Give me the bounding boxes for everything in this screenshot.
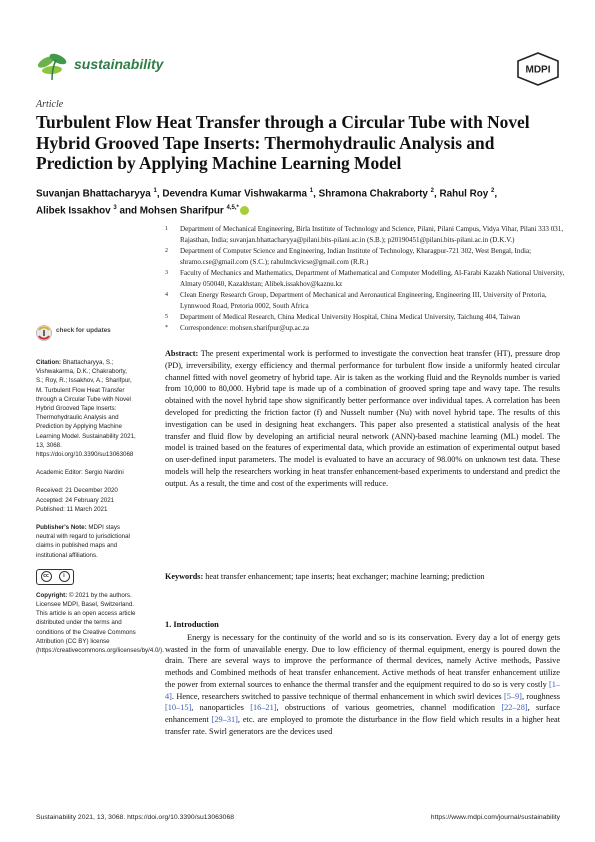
affiliation-number: 5 xyxy=(165,314,168,320)
correspondence xyxy=(165,323,565,334)
citation-block xyxy=(36,358,136,459)
affiliation-text: Department of Mechanical Engineering, Birla Institute of Technology and Science, Pilani, Pilani Campus, Vidya Vihar, Pilani 333 031, Rajasthan, India; suvanjan.bhattacharyya@pilani.bits-pilani.ac.in (S.B.); p20190451@pilani.bits-pilani.ac.in (D.K.V.) xyxy=(180,225,564,244)
author-name[interactable]: Rahul Roy xyxy=(439,188,489,200)
citation-link[interactable]: [16–21] xyxy=(250,703,277,713)
affiliation-number: 3 xyxy=(165,270,168,276)
affiliation-item xyxy=(165,268,565,290)
intro-text: . Hence, researchers switched to passive technique of thermal enhancement in which swirl devices xyxy=(171,691,504,701)
keywords-label: Keywords: xyxy=(165,572,204,581)
author-name[interactable]: Mohsen Sharifpur xyxy=(139,205,224,217)
intro-text: , roughness xyxy=(521,691,560,701)
cc-by-icon: i xyxy=(59,571,70,582)
affiliation-number: 1 xyxy=(165,226,168,232)
mdpi-logo-icon[interactable] xyxy=(516,52,560,86)
citation-link[interactable]: [10–15] xyxy=(165,703,192,713)
copyright-text: © 2021 by the authors. Licensee MDPI, Basel, Switzerland. This article is an open access article distributed under the terms and conditions of the Creative Commons Attribution (CC BY) license (https://creativecommons.org/licenses/by/4.0/). xyxy=(36,591,164,655)
accepted-date: Accepted: 24 February 2021 xyxy=(36,496,115,504)
keywords xyxy=(165,571,560,582)
author-affiliation-mark: 1 xyxy=(153,188,157,194)
footer-citation[interactable]: Sustainability 2021, 13, 3068. https://doi.org/10.3390/su13063068 xyxy=(36,814,235,821)
citation-link[interactable]: [22–28] xyxy=(501,703,528,713)
journal-leaf-logo-icon xyxy=(36,50,70,82)
author-name[interactable]: Alibek Issakhov xyxy=(36,205,111,217)
affiliation-number: * xyxy=(165,325,168,331)
check-for-updates-button[interactable] xyxy=(36,325,136,347)
author-affiliation-mark: 4,5,* xyxy=(226,205,239,212)
citation-link[interactable]: [1–4] xyxy=(165,679,560,701)
intro-text: , etc. are employed to promote the disturbance in the flow field which results in a higher heat transfer rate. Swirl generators are the devices used xyxy=(165,714,560,736)
footer-journal-url[interactable]: https://www.mdpi.com/journal/sustainability xyxy=(430,814,560,821)
cc-icon: cc xyxy=(41,571,52,582)
affiliation-item xyxy=(165,224,565,246)
publisher-note xyxy=(36,523,136,560)
affiliation-number: 4 xyxy=(165,292,168,298)
academic-editor: Academic Editor: Sergio Nardini xyxy=(36,469,124,477)
orcid-icon[interactable] xyxy=(240,206,249,215)
affiliation-number: 2 xyxy=(165,248,168,254)
citation-label: Citation: xyxy=(36,359,62,366)
author-list: Suvanjan Bhattacharyya $^1$, Devendra Kumar Vishwakarma $^1$, Shramona Chakraborty $^2$, Rahul Roy $^2$, Alibek Issakhov $^3$ and Mohsen Sharifpur $^{4,5,*}$ xyxy=(36,188,498,217)
correspondence-text[interactable]: Correspondence: mohsen.sharifpur@up.ac.za xyxy=(180,324,310,332)
author-affiliation-mark: 2 xyxy=(491,188,495,194)
section-heading: 1. Introduction xyxy=(165,620,219,629)
article-type: Article xyxy=(36,99,64,110)
affiliation-text: Department of Medical Research, China Medical University Hospital, China Medical University, Taichung 404, Taiwan xyxy=(180,313,521,321)
published-date: Published: 11 March 2021 xyxy=(36,505,108,513)
citation-link[interactable]: [5–9] xyxy=(503,691,522,701)
paper-title: Turbulent Flow Heat Transfer through a Circular Tube with Novel Hybrid Grooved Tape Inserts: Thermohydraulic Analysis and Prediction by Applying Machine Learning Model xyxy=(36,112,530,173)
affiliation-item xyxy=(165,312,565,323)
abstract xyxy=(165,348,560,490)
intro-text: Energy is necessary for the continuity of the world and so is its conservation. Every day a lot of energy gets wasted in the form of unavailable energy. Due to low efficiency of thermal equipment, energy is poured down the drain. There are several ways to improve the performance of thermal devices, namely Active methods, Passive methods and Combined methods of heat transfer enhancement. Active methods of heat transfer enhancement utilize the power from external sources to enhance the thermal transfer and the equipment required to do so is very costly xyxy=(165,633,560,689)
author-name[interactable]: Devendra Kumar Vishwakarma xyxy=(162,188,308,200)
publisher-note-label: Publisher's Note: xyxy=(36,524,87,532)
citation-link[interactable]: [29–31] xyxy=(211,714,238,724)
dates-block xyxy=(36,486,136,514)
author-name[interactable]: Suvanjan Bhattacharyya xyxy=(36,188,151,200)
intro-text: , nanoparticles xyxy=(191,703,251,713)
publisher-note-text: MDPI stays neutral with regard to jurisdictional claims in published maps and institutional affiliations. xyxy=(36,524,130,559)
author-affiliation-mark: 2 xyxy=(430,188,434,194)
journal-name[interactable]: sustainability xyxy=(74,56,164,72)
citation-text[interactable]: Bhattacharyya, S.; Vishwakarma, D.K.; Chakraborty, S.; Roy, R.; Issakhov, A.; Sharifpur, M. Turbulent Flow Heat Transfer through a Circular Tube with Novel Hybrid Grooved Tape Inserts: Thermohydraulic Analysis and Prediction by Applying Machine Learning Model. Sustainability 2021, 13, 3068. https://doi.org/10.3390/su13063068 xyxy=(36,359,136,459)
abstract-label: Abstract: xyxy=(165,349,199,358)
affiliation-item xyxy=(165,246,565,268)
affiliations xyxy=(165,224,565,334)
keywords-text: heat transfer enhancement; tape inserts; heat exchanger; machine learning; prediction xyxy=(205,572,485,581)
mdpi-logo-text: MDPI xyxy=(525,64,551,76)
affiliation-item xyxy=(165,290,565,312)
check-updates-icon xyxy=(36,325,52,341)
cc-license-badge[interactable] xyxy=(36,569,74,585)
intro-text: , surface enhancement xyxy=(165,703,560,724)
author-affiliation-mark: 3 xyxy=(113,205,117,212)
intro-text: , obstructions of various geometries, channel modification xyxy=(276,703,502,713)
author-affiliation-mark: 1 xyxy=(309,188,314,194)
copyright-block xyxy=(36,591,164,655)
copyright-label: Copyright: xyxy=(36,591,68,599)
received-date: Received: 21 December 2020 xyxy=(36,487,118,495)
author-name[interactable]: Shramona Chakraborty xyxy=(318,188,428,200)
affiliation-text: Faculty of Mechanics and Mathematics, Department of Mathematical and Computer Modelling, Al-Farabi Kazakh National University, Almaty 050040, Kazakhstan; Alibek.issakhov@kaznu.kz xyxy=(180,269,565,288)
journal-header xyxy=(36,50,560,86)
check-updates-label: check for updates xyxy=(56,327,111,334)
article-sidebar xyxy=(36,325,164,664)
introduction-paragraph xyxy=(165,632,560,737)
affiliation-text: Clean Energy Research Group, Department of Mechanical and Aeronautical Engineering, Engineering III, University of Pretoria, Lynnwood Road, Pretoria 0002, South Africa xyxy=(180,291,547,310)
abstract-text: The present experimental work is performed to investigate the convection heat transfer (HT), pressure drop (PD), irreversibility, exergy efficiency and thermal performance for turbulent flow inside a uniformly heated circular channel fitted with novel geometry of hybrid tape. Air is taken as the working fluid and the Reynolds number is varied from 10,000 to 80,000. Hybrid tape is made up of a combination of grooved spring tape and wavy tape. The results obtained with the novel hybrid tape show significantly better performance over individual tapes. A correlation has been developed for predicting the friction factor (f) and Nusselt number (Nu) with novel hybrid tape. The results of this investigation can be used in designing heat exchangers. This paper also presented a statistical analysis of the heat transfer and fluid flow by developing an artificial neural network (ANN)-based machine learning (ML) model. The model is trained based on the features of experimental data, which provide an estimation of experimental output based on user-defined input parameters. The model is evaluated to have an accuracy of 98.00% on unknown test data. These models will help the researchers working in heat transfer enhancement-based experiments to understand and predict the output. As a result, the time and cost of the experiments will reduce. xyxy=(165,349,560,488)
affiliation-text: Department of Computer Science and Engineering, Indian Institute of Technology, Kharagpur-721 302, West Bengal, India; shramo.cse@gmail.com (S.C.); rahulmckvicse@gmail.com (R.R.) xyxy=(180,247,532,266)
